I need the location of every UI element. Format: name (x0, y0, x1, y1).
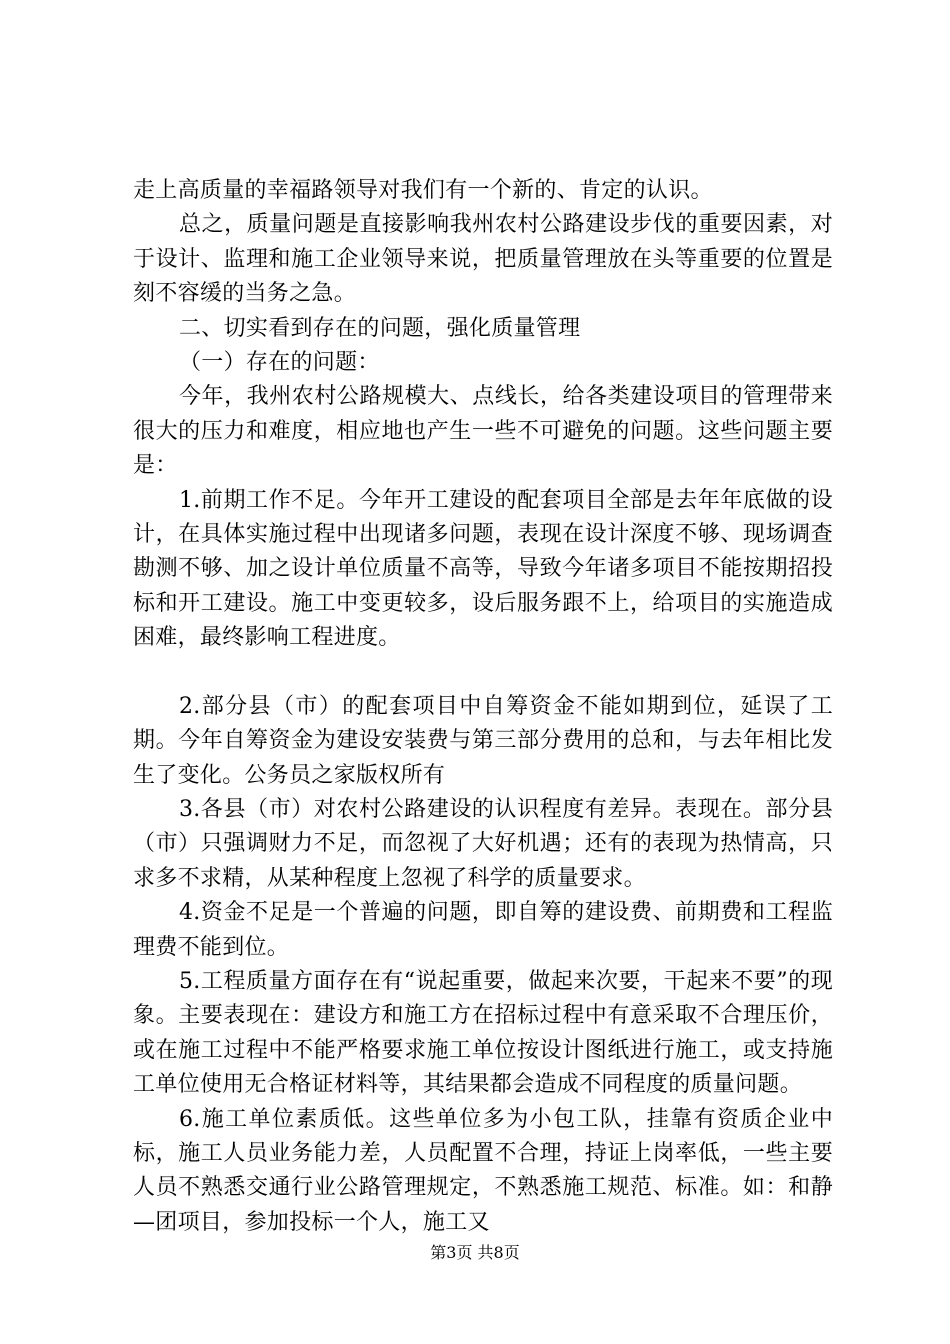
paragraph-continuation: 走上高质量的幸福路领导对我们有一个新的、肯定的认识。 (133, 178, 713, 203)
list-item-3: 3.各县（市）对农村公路建设的认识程度有差异。表现在。部分县（市）只强调财力不足，而忽视了大好机遇；还有的表现为热情高，只求多不求精，从某种程度上忽视了科学的质量要求。 (133, 796, 833, 891)
subsection-heading: （一）存在的问题： (179, 350, 380, 376)
list-item-6: 6.施工单位素质低。这些单位多为小包工队，挂靠有资质企业中标，施工人员业务能力差，人员配置不合理，持证上岗率低，一些主要人员不熟悉交通行业公路管理规定，不熟悉施工规范、标准。如：和静—团项目，参加投标一个人，施工又 (133, 1106, 833, 1235)
paragraph-intro: 今年，我州农村公路规模大、点线长，给各类建设项目的管理带来很大的压力和难度，相应地也产生一些不可避免的问题。这些问题主要是： (133, 384, 833, 479)
paragraph-summary: 总之，质量问题是直接影响我州农村公路建设步伐的重要因素，对于设计、监理和施工企业领导来说，把质量管理放在头等重要的位置是刻不容缓的当务之急。 (133, 212, 833, 307)
blank-line (133, 656, 833, 690)
list-item-5: 5.工程质量方面存在有“说起重要，做起来次要，干起来不要”的现象。主要表现在：建设方和施工方在招标过程中有意采取不合理压价，或在施工过程中不能严格要求施工单位按设计图纸进行施工，或支持施工单位使用无合格证材料等，其结果都会造成不同程度的质量问题。 (133, 968, 833, 1098)
section-heading: 二、切实看到存在的问题，强化质量管理 (179, 315, 581, 341)
list-item-2: 2.部分县（市）的配套项目中自筹资金不能如期到位，延误了工期。今年自筹资金为建设安装费与第三部分费用的总和，与去年相比发生了变化。公务员之家版权所有 (133, 693, 833, 788)
list-item-1: 1.前期工作不足。今年开工建设的配套项目全部是去年年底做的设计，在具体实施过程中出现诸多问题，表现在设计深度不够、现场调查勘测不够、加之设计单位质量不高等，导致今年诸多项目不能按期招投标和开工建设。施工中变更较多，设后服务跟不上，给项目的实施造成困难，最终影响工程进度。 (133, 487, 833, 651)
document-body (133, 174, 833, 1240)
list-item-4: 4.资金不足是一个普遍的问题，即自筹的建设费、前期费和工程监理费不能到位。 (133, 900, 833, 960)
page-footer: 第3页 共8页 (430, 1243, 520, 1262)
